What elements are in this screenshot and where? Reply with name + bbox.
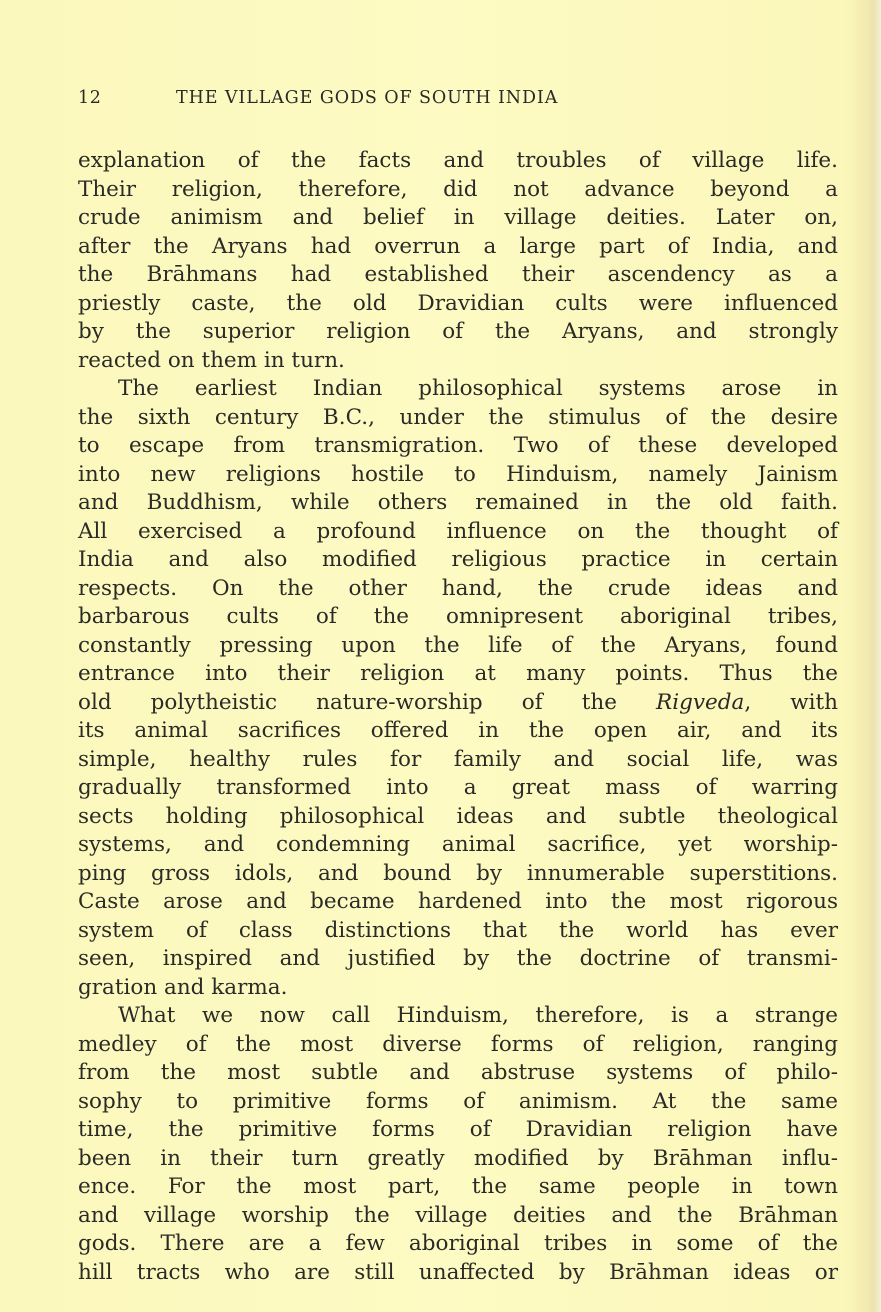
text-line: gration and karma.: [78, 974, 288, 1000]
text-line: Caste arose and became hardened into the most rigorous: [78, 889, 838, 914]
text-line: crude animism and belief in village deities. Later on,: [78, 205, 838, 230]
text-line: hill tracts who are still unaffected by Brāhman ideas or: [78, 1259, 838, 1285]
text-line: barbarous cults of the omnipresent aboriginal tribes,: [78, 604, 838, 629]
page-edge-shadow: [869, 0, 881, 1312]
text-line: ping gross idols, and bound by innumerable superstitions.: [78, 860, 838, 886]
page-number: 12: [78, 88, 102, 108]
text-line: to escape from transmigration. Two of these developed: [78, 433, 838, 458]
book-title: THE VILLAGE GODS OF SOUTH INDIA: [176, 88, 559, 108]
text-line: reacted on them in turn.: [78, 347, 345, 373]
text-line: systems, and condemning animal sacrifice, yet worship-: [78, 832, 838, 857]
text-line: after the Aryans had overrun a large part of India, and: [78, 233, 838, 259]
text-line: by the superior religion of the Aryans, and strongly: [78, 319, 838, 344]
text-line: its animal sacrifices offered in the open air, and its: [78, 718, 838, 743]
text-line: the Brāhmans had established their ascendency as a: [78, 262, 838, 287]
running-head: [78, 88, 838, 114]
text-line: the sixth century B.C., under the stimulus of the desire: [78, 404, 838, 430]
text-line: What we now call Hinduism, therefore, is a strange: [118, 1003, 838, 1028]
text-line: simple, healthy rules for family and social life, was: [78, 746, 838, 772]
text-line: gods. There are a few aboriginal tribes in some of the: [78, 1231, 838, 1256]
text-line: priestly caste, the old Dravidian cults were influenced: [78, 290, 838, 316]
text-line: time, the primitive forms of Dravidian religion have: [78, 1117, 838, 1142]
italic-title: Rigveda: [656, 689, 745, 715]
text-line: gradually transformed into a great mass of warring: [78, 775, 838, 800]
text-line: seen, inspired and justified by the doctrine of transmi-: [78, 946, 838, 971]
body-text: [78, 147, 838, 1287]
text-line: entrance into their religion at many points. Thus the: [78, 661, 838, 686]
text-line: sects holding philosophical ideas and subtle theological: [78, 803, 838, 829]
text-line: into new religions hostile to Hinduism, namely Jainism: [78, 461, 838, 487]
text-line: explanation of the facts and troubles of village life.: [78, 148, 838, 173]
text-line: and village worship the village deities and the Brāhman: [78, 1202, 838, 1228]
text-line: sophy to primitive forms of animism. At the same: [78, 1088, 838, 1114]
text-line: Their religion, therefore, did not advance beyond a: [78, 176, 838, 202]
text-line: been in their turn greatly modified by Brāhman influ-: [78, 1145, 838, 1171]
text-line: constantly pressing upon the life of the Aryans, found: [78, 632, 838, 658]
text-line: All exercised a profound influence on the thought of: [78, 518, 838, 544]
text-line: ence. For the most part, the same people in town: [78, 1174, 838, 1199]
text-line: system of class distinctions that the world has ever: [78, 917, 838, 943]
text-line: India and also modified religious practice in certain: [78, 547, 838, 572]
text-line: respects. On the other hand, the crude ideas and: [78, 575, 838, 601]
text-line: old polytheistic nature-worship of the Rigveda, with: [78, 689, 839, 715]
text-line: and Buddhism, while others remained in the old faith.: [78, 490, 838, 515]
text-line: from the most subtle and abstruse systems of philo-: [78, 1060, 838, 1085]
text-line: medley of the most diverse forms of religion, ranging: [78, 1031, 838, 1057]
text-line: The earliest Indian philosophical systems arose in: [118, 376, 838, 401]
